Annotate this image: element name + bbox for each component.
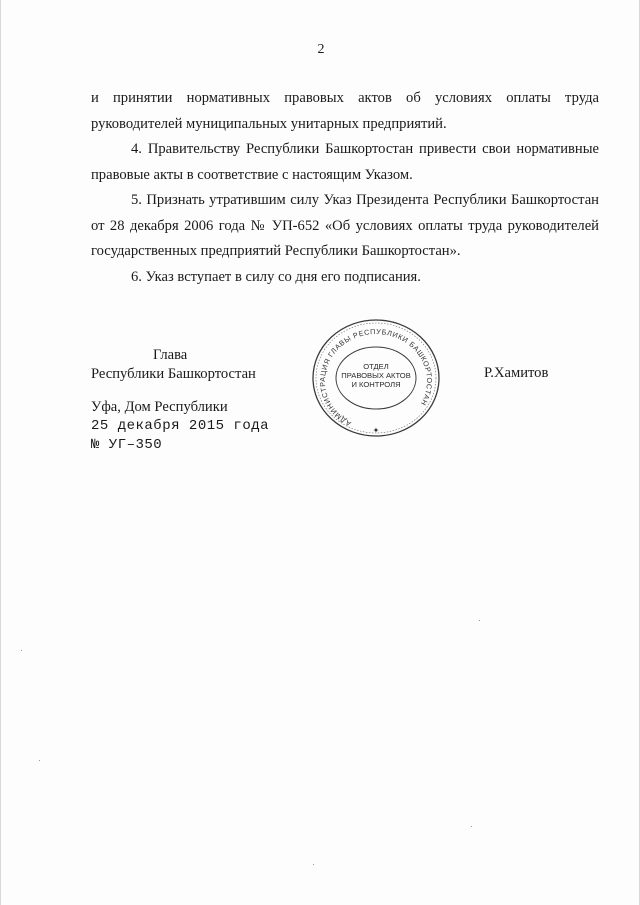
place-city: Уфа, Дом Республики — [91, 399, 228, 415]
place-and-date — [91, 398, 269, 455]
decree-number: № УГ–350 — [91, 437, 163, 453]
paragraph-continuation: и принятии нормативных правовых актов об условиях оплаты труда руководителей муниципальных унитарных предприятий. — [91, 90, 599, 132]
seal-center-line2: ПРАВОВЫХ АКТОВ — [341, 371, 411, 380]
seal-center-line1: ОТДЕЛ — [363, 362, 389, 371]
decree-body — [91, 86, 599, 290]
position-region: Республики Башкортостан — [91, 366, 256, 382]
seal-center-line3: И КОНТРОЛЯ — [351, 380, 401, 389]
svg-text:✦: ✦ — [372, 426, 380, 435]
signatory-position — [91, 346, 256, 384]
official-seal — [308, 316, 444, 440]
decree-date: 25 декабря 2015 года — [91, 418, 270, 434]
paragraph-5: 5. Признать утратившим силу Указ Президента Республики Башкортостан от 28 декабря 2006 года № УП-652 «Об условиях оплаты труда руководителей государственных предприятий Республики Башкортостан». — [91, 192, 599, 259]
signatory-name: Р.Хамитов — [484, 365, 549, 381]
paragraph-6: 6. Указ вступает в силу со дня его подписания. — [131, 268, 421, 285]
seal-center-text — [338, 362, 414, 389]
position-title: Глава — [153, 347, 188, 363]
paragraph-4: 4. Правительству Республики Башкортостан привести свои нормативные правовые акты в соответствие с настоящим Указом. — [91, 141, 599, 183]
seal-ring-text: АДМИНИСТРАЦИЯ ГЛАВЫ РЕСПУБЛИКИ БАШКОРТОСТАН — [317, 326, 435, 429]
page-number: 2 — [317, 42, 325, 57]
